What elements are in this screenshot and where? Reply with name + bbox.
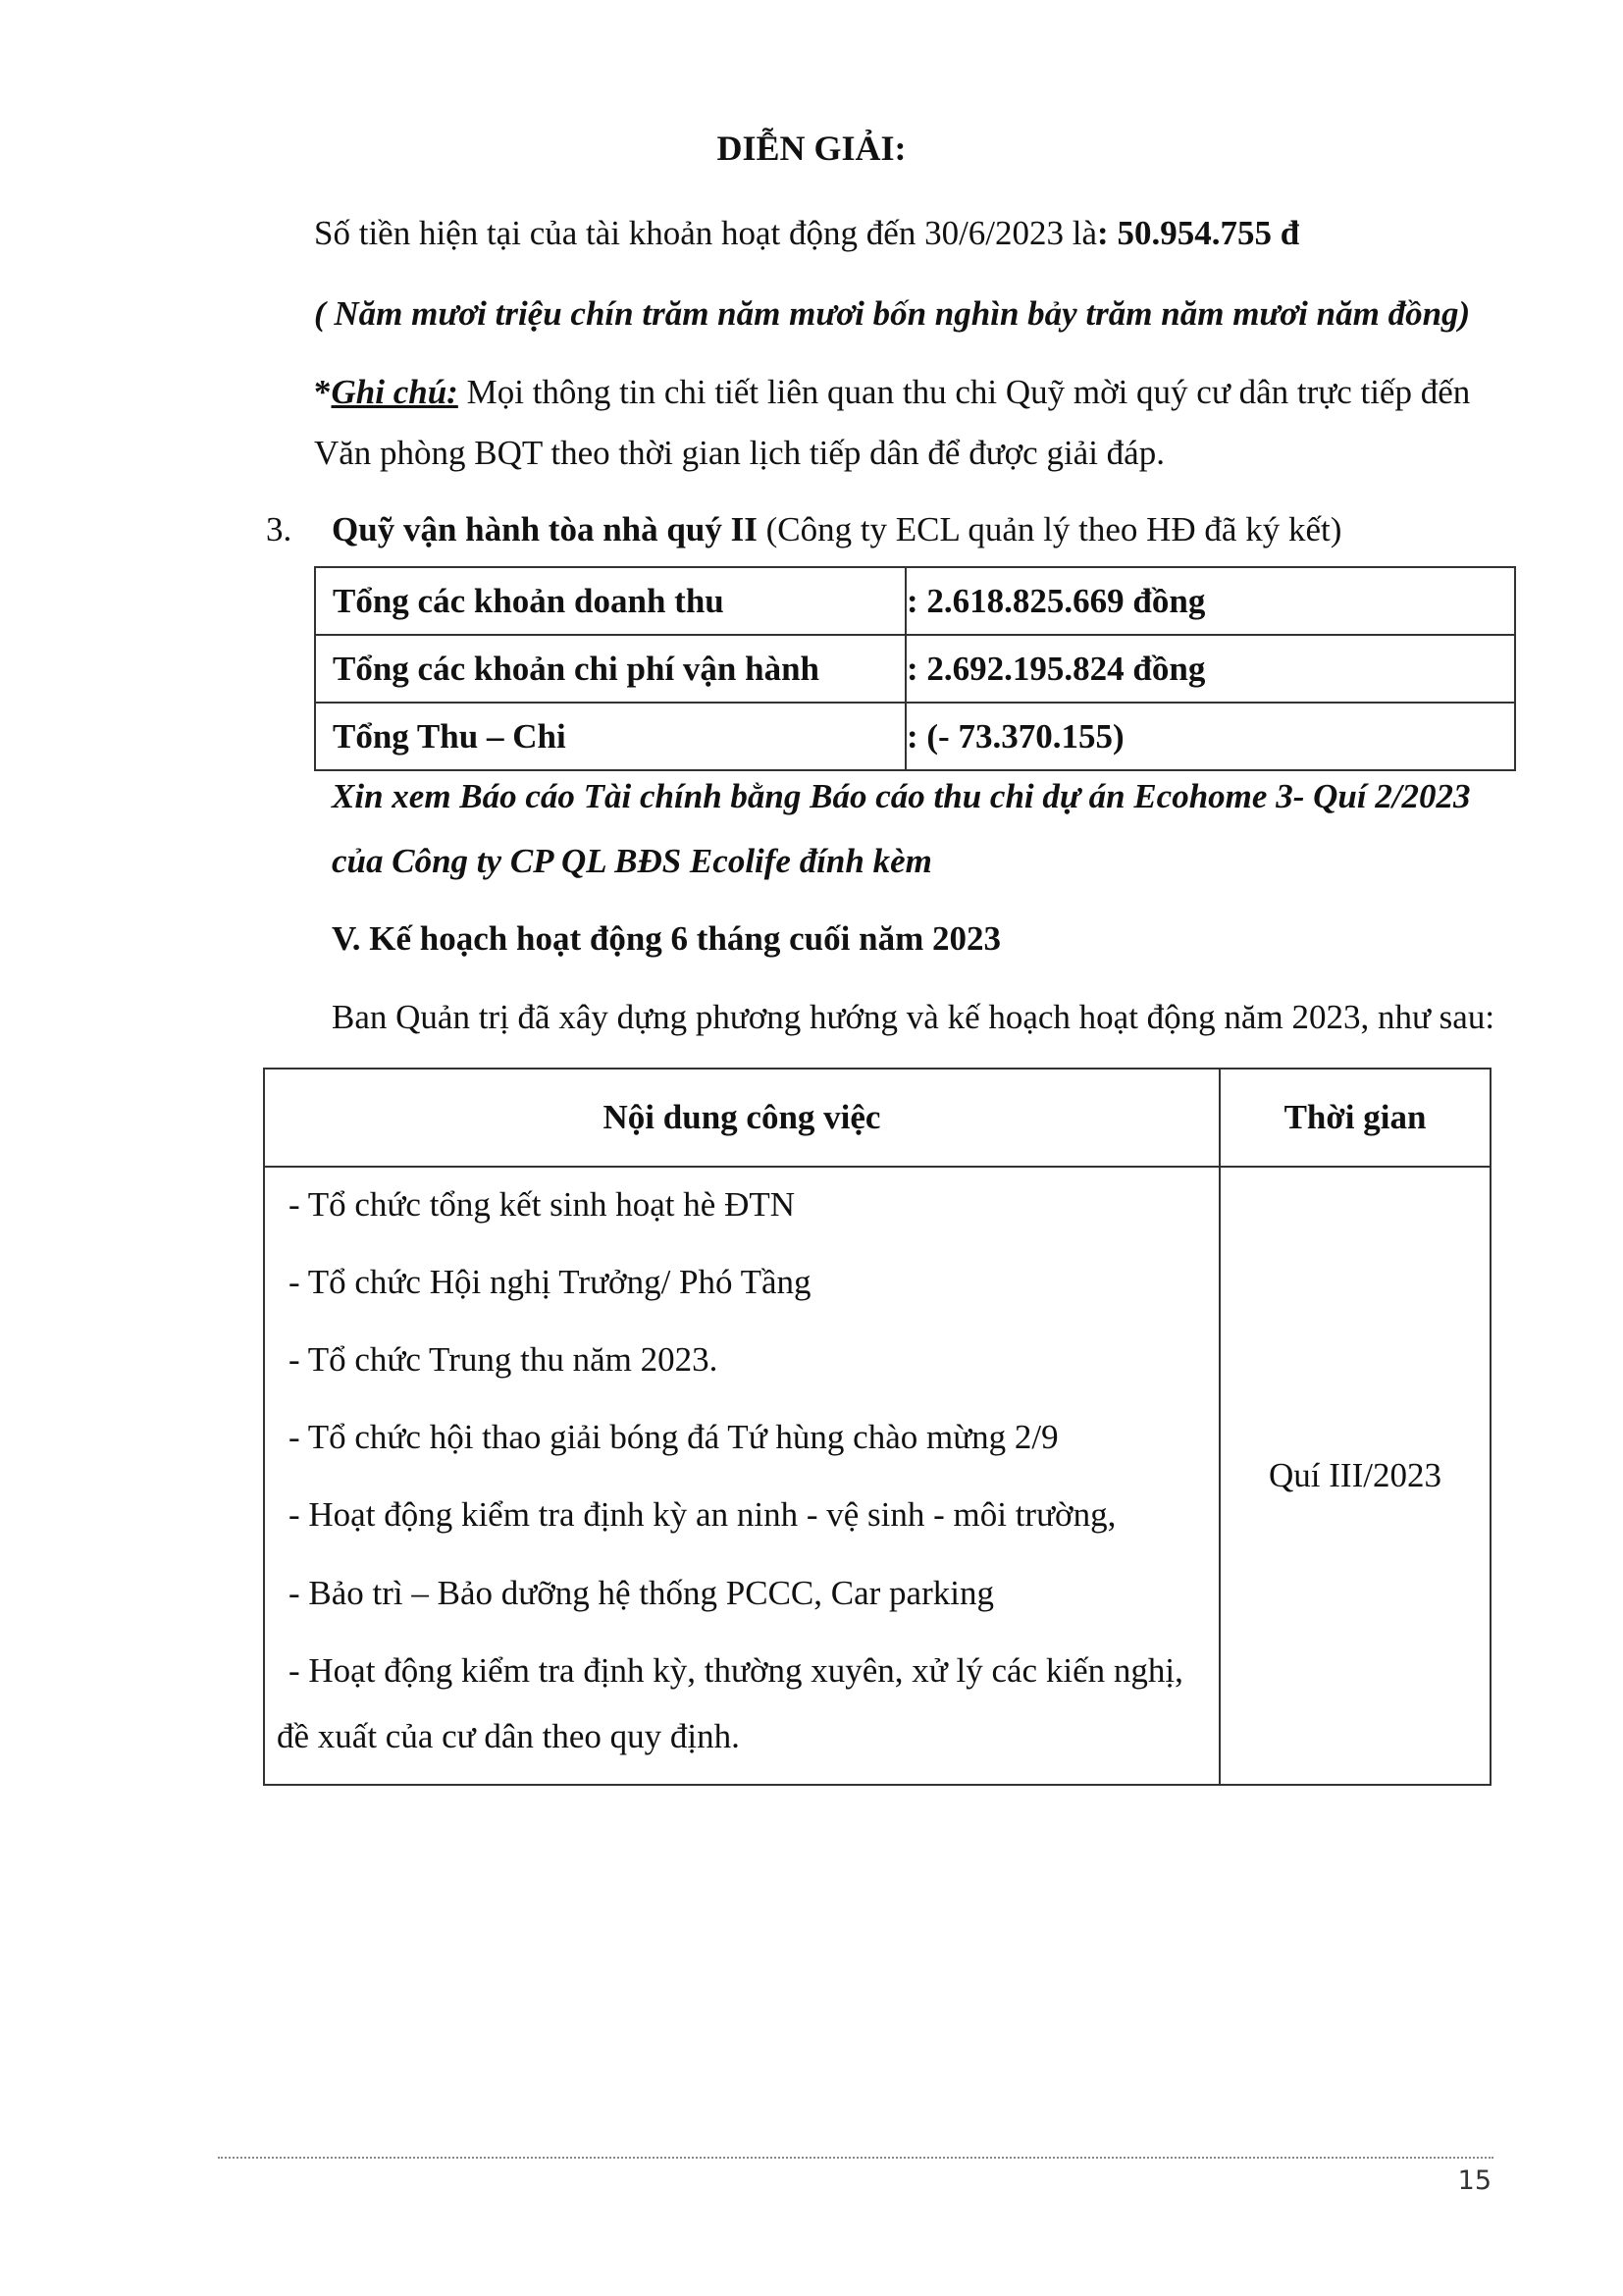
time-cell: Quí III/2023 <box>1220 1167 1491 1785</box>
section5-intro: Ban Quản trị đã xây dựng phương hướng và kế hoạch hoạt động năm 2023, như sau: <box>332 998 1495 1036</box>
table-row <box>315 567 1515 635</box>
footer-divider <box>218 2157 1493 2159</box>
section3-number: 3. <box>266 510 292 548</box>
table-row <box>315 703 1515 770</box>
fund-label: Tổng các khoản doanh thu <box>315 567 906 635</box>
task-item: - Tổ chức Hội nghị Trưởng/ Phó Tầng <box>288 1263 812 1301</box>
section3-title: Quỹ vận hành tòa nhà quý II <box>332 510 758 548</box>
task-item: - Hoạt động kiểm tra định kỳ an ninh - vệ sinh - môi trường, <box>288 1495 1117 1534</box>
balance-line <box>314 214 1299 253</box>
fund-value: : 2.692.195.824 đồng <box>906 635 1515 703</box>
balance-colon: : <box>1097 214 1109 252</box>
task-item: - Hoạt động kiểm tra định kỳ, thường xuyên, xử lý các kiến nghị, <box>288 1651 1183 1690</box>
table-row <box>315 635 1515 703</box>
fund-label: Tổng Thu – Chi <box>315 703 906 770</box>
page-number: 15 <box>1457 2166 1492 2196</box>
page-heading: DIỄN GIẢI: <box>716 129 907 168</box>
report-note-line-1: Xin xem Báo cáo Tài chính bằng Báo cáo thu chi dự án Ecohome 3- Quí 2/2023 <box>332 777 1471 815</box>
note-line-2: Văn phòng BQT theo thời gian lịch tiếp dân để được giải đáp. <box>314 434 1165 472</box>
table-row <box>264 1167 1491 1785</box>
task-item: - Bảo trì – Bảo dưỡng hệ thống PCCC, Car parking <box>288 1574 994 1612</box>
table-header-row <box>264 1069 1491 1167</box>
note-text-1: Mọi thông tin chi tiết liên quan thu chi Quỹ mời quý cư dân trực tiếp đến <box>466 373 1471 411</box>
column-header-time: Thời gian <box>1220 1069 1491 1167</box>
fund-value: : (- 73.370.155) <box>906 703 1515 770</box>
activity-plan-table <box>263 1068 1492 1786</box>
fund-value: : 2.618.825.669 đồng <box>906 567 1515 635</box>
task-item-continuation: đề xuất của cư dân theo quy định. <box>277 1717 740 1755</box>
balance-prefix: Số tiền hiện tại của tài khoản hoạt động đến 30/6/2023 là <box>314 214 1098 252</box>
note-label: Ghi chú: <box>331 373 458 411</box>
balance-amount: 50.954.755 đ <box>1117 214 1300 252</box>
section5-title: V. Kế hoạch hoạt động 6 tháng cuối năm 2023 <box>332 919 1001 958</box>
task-item: - Tổ chức Trung thu năm 2023. <box>288 1340 718 1379</box>
balance-in-words: ( Năm mươi triệu chín trăm năm mươi bốn nghìn bảy trăm năm mươi năm đồng) <box>314 294 1471 333</box>
column-header-content: Nội dung công việc <box>264 1069 1220 1167</box>
note-star: * <box>314 373 332 411</box>
fund-summary-table <box>314 566 1516 771</box>
tasks-cell <box>264 1167 1220 1785</box>
note-line-1 <box>314 373 1470 412</box>
fund-label: Tổng các khoản chi phí vận hành <box>315 635 906 703</box>
task-item: - Tổ chức tổng kết sinh hoạt hè ĐTN <box>288 1185 795 1224</box>
report-note-line-2: của Công ty CP QL BĐS Ecolife đính kèm <box>332 842 932 880</box>
section3-subtitle: (Công ty ECL quản lý theo HĐ đã ký kết) <box>765 510 1342 548</box>
section3-heading <box>332 510 1341 549</box>
task-item: - Tổ chức hội thao giải bóng đá Tứ hùng chào mừng 2/9 <box>288 1418 1059 1456</box>
